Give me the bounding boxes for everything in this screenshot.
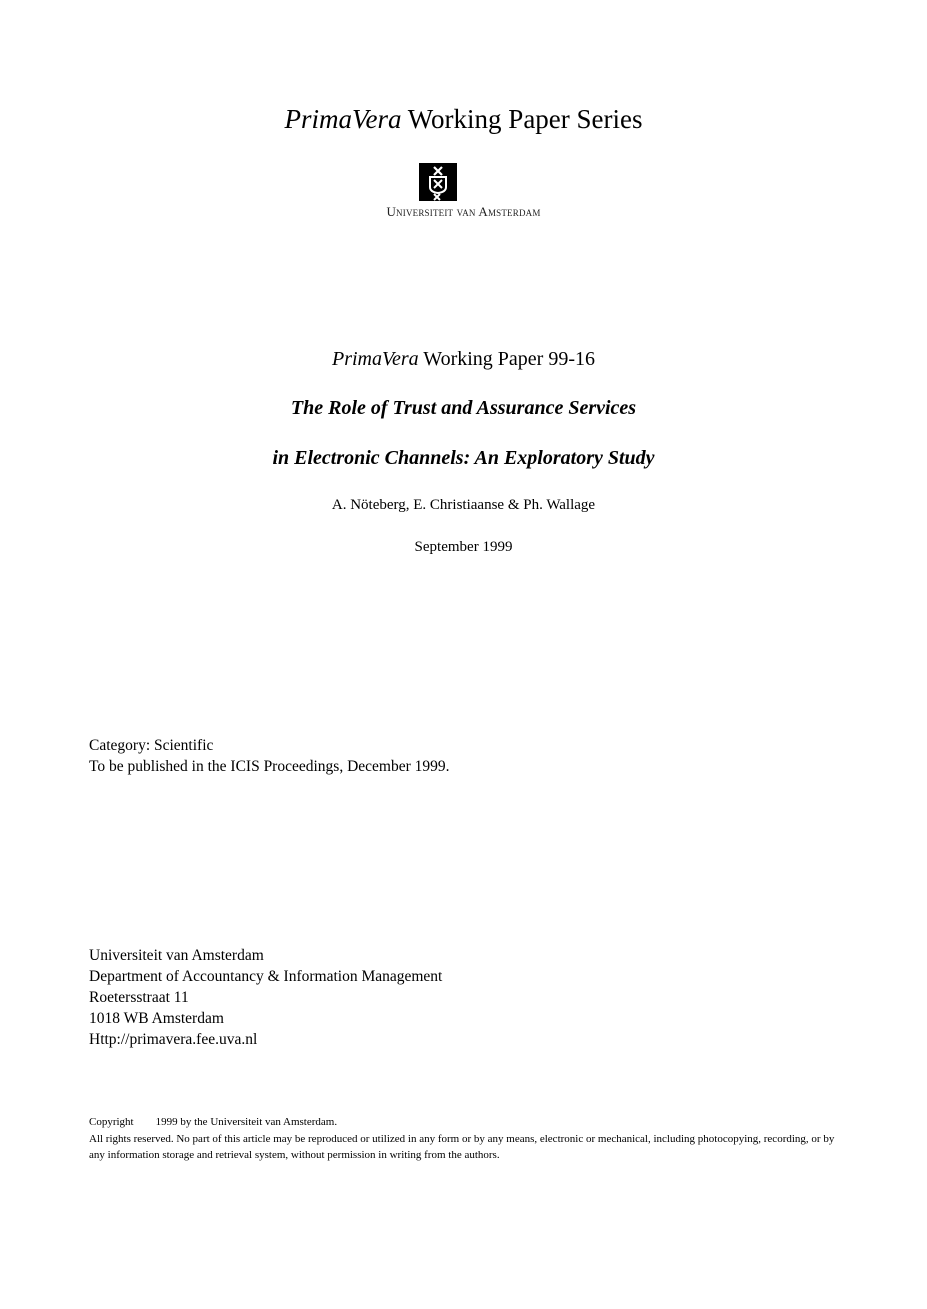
series-title-italic: PrimaVera xyxy=(284,104,402,134)
rights-text: All rights reserved. No part of this article may be reproduced or utilized in any form or by any means, electronic or mechanical, including photocopying, recording, or by any information storage and retrieval system, without permission in writing from the authors. xyxy=(89,1132,835,1161)
address-street: Roetersstraat 11 xyxy=(89,989,189,1006)
uva-crest-icon xyxy=(419,163,457,201)
paper-title-line-2: in Electronic Channels: An Exploratory Study xyxy=(272,447,655,469)
address-department: Department of Accountancy & Information Management xyxy=(89,968,443,985)
paper-title-line-1: The Role of Trust and Assurance Services xyxy=(290,397,637,419)
copyright-year-line: 1999 by the Universiteit van Amsterdam. xyxy=(155,1116,338,1128)
publication-date: September 1999 xyxy=(414,539,513,555)
paper-number-italic: PrimaVera xyxy=(331,348,419,370)
authors: A. Nöteberg, E. Christiaanse & Ph. Wallage xyxy=(331,497,596,513)
paper-number xyxy=(0,346,927,372)
university-wordmark: Universiteit van Amsterdam xyxy=(386,204,541,219)
copyright-block xyxy=(89,1114,849,1164)
category-block xyxy=(89,735,450,777)
address-url: Http://primavera.fee.uva.nl xyxy=(89,1031,258,1048)
category-line: Category: Scientific xyxy=(89,737,214,754)
address-university: Universiteit van Amsterdam xyxy=(89,947,264,964)
copyright-line xyxy=(89,1114,849,1131)
address-city: 1018 WB Amsterdam xyxy=(89,1010,224,1027)
series-title xyxy=(0,102,927,136)
address-block xyxy=(89,945,442,1050)
publication-note: To be published in the ICIS Proceedings, December 1999. xyxy=(89,758,450,775)
paper-number-rest: Working Paper 99-16 xyxy=(423,348,595,370)
copyright-label: Copyright xyxy=(89,1116,134,1128)
series-title-rest: Working Paper Series xyxy=(407,104,643,134)
